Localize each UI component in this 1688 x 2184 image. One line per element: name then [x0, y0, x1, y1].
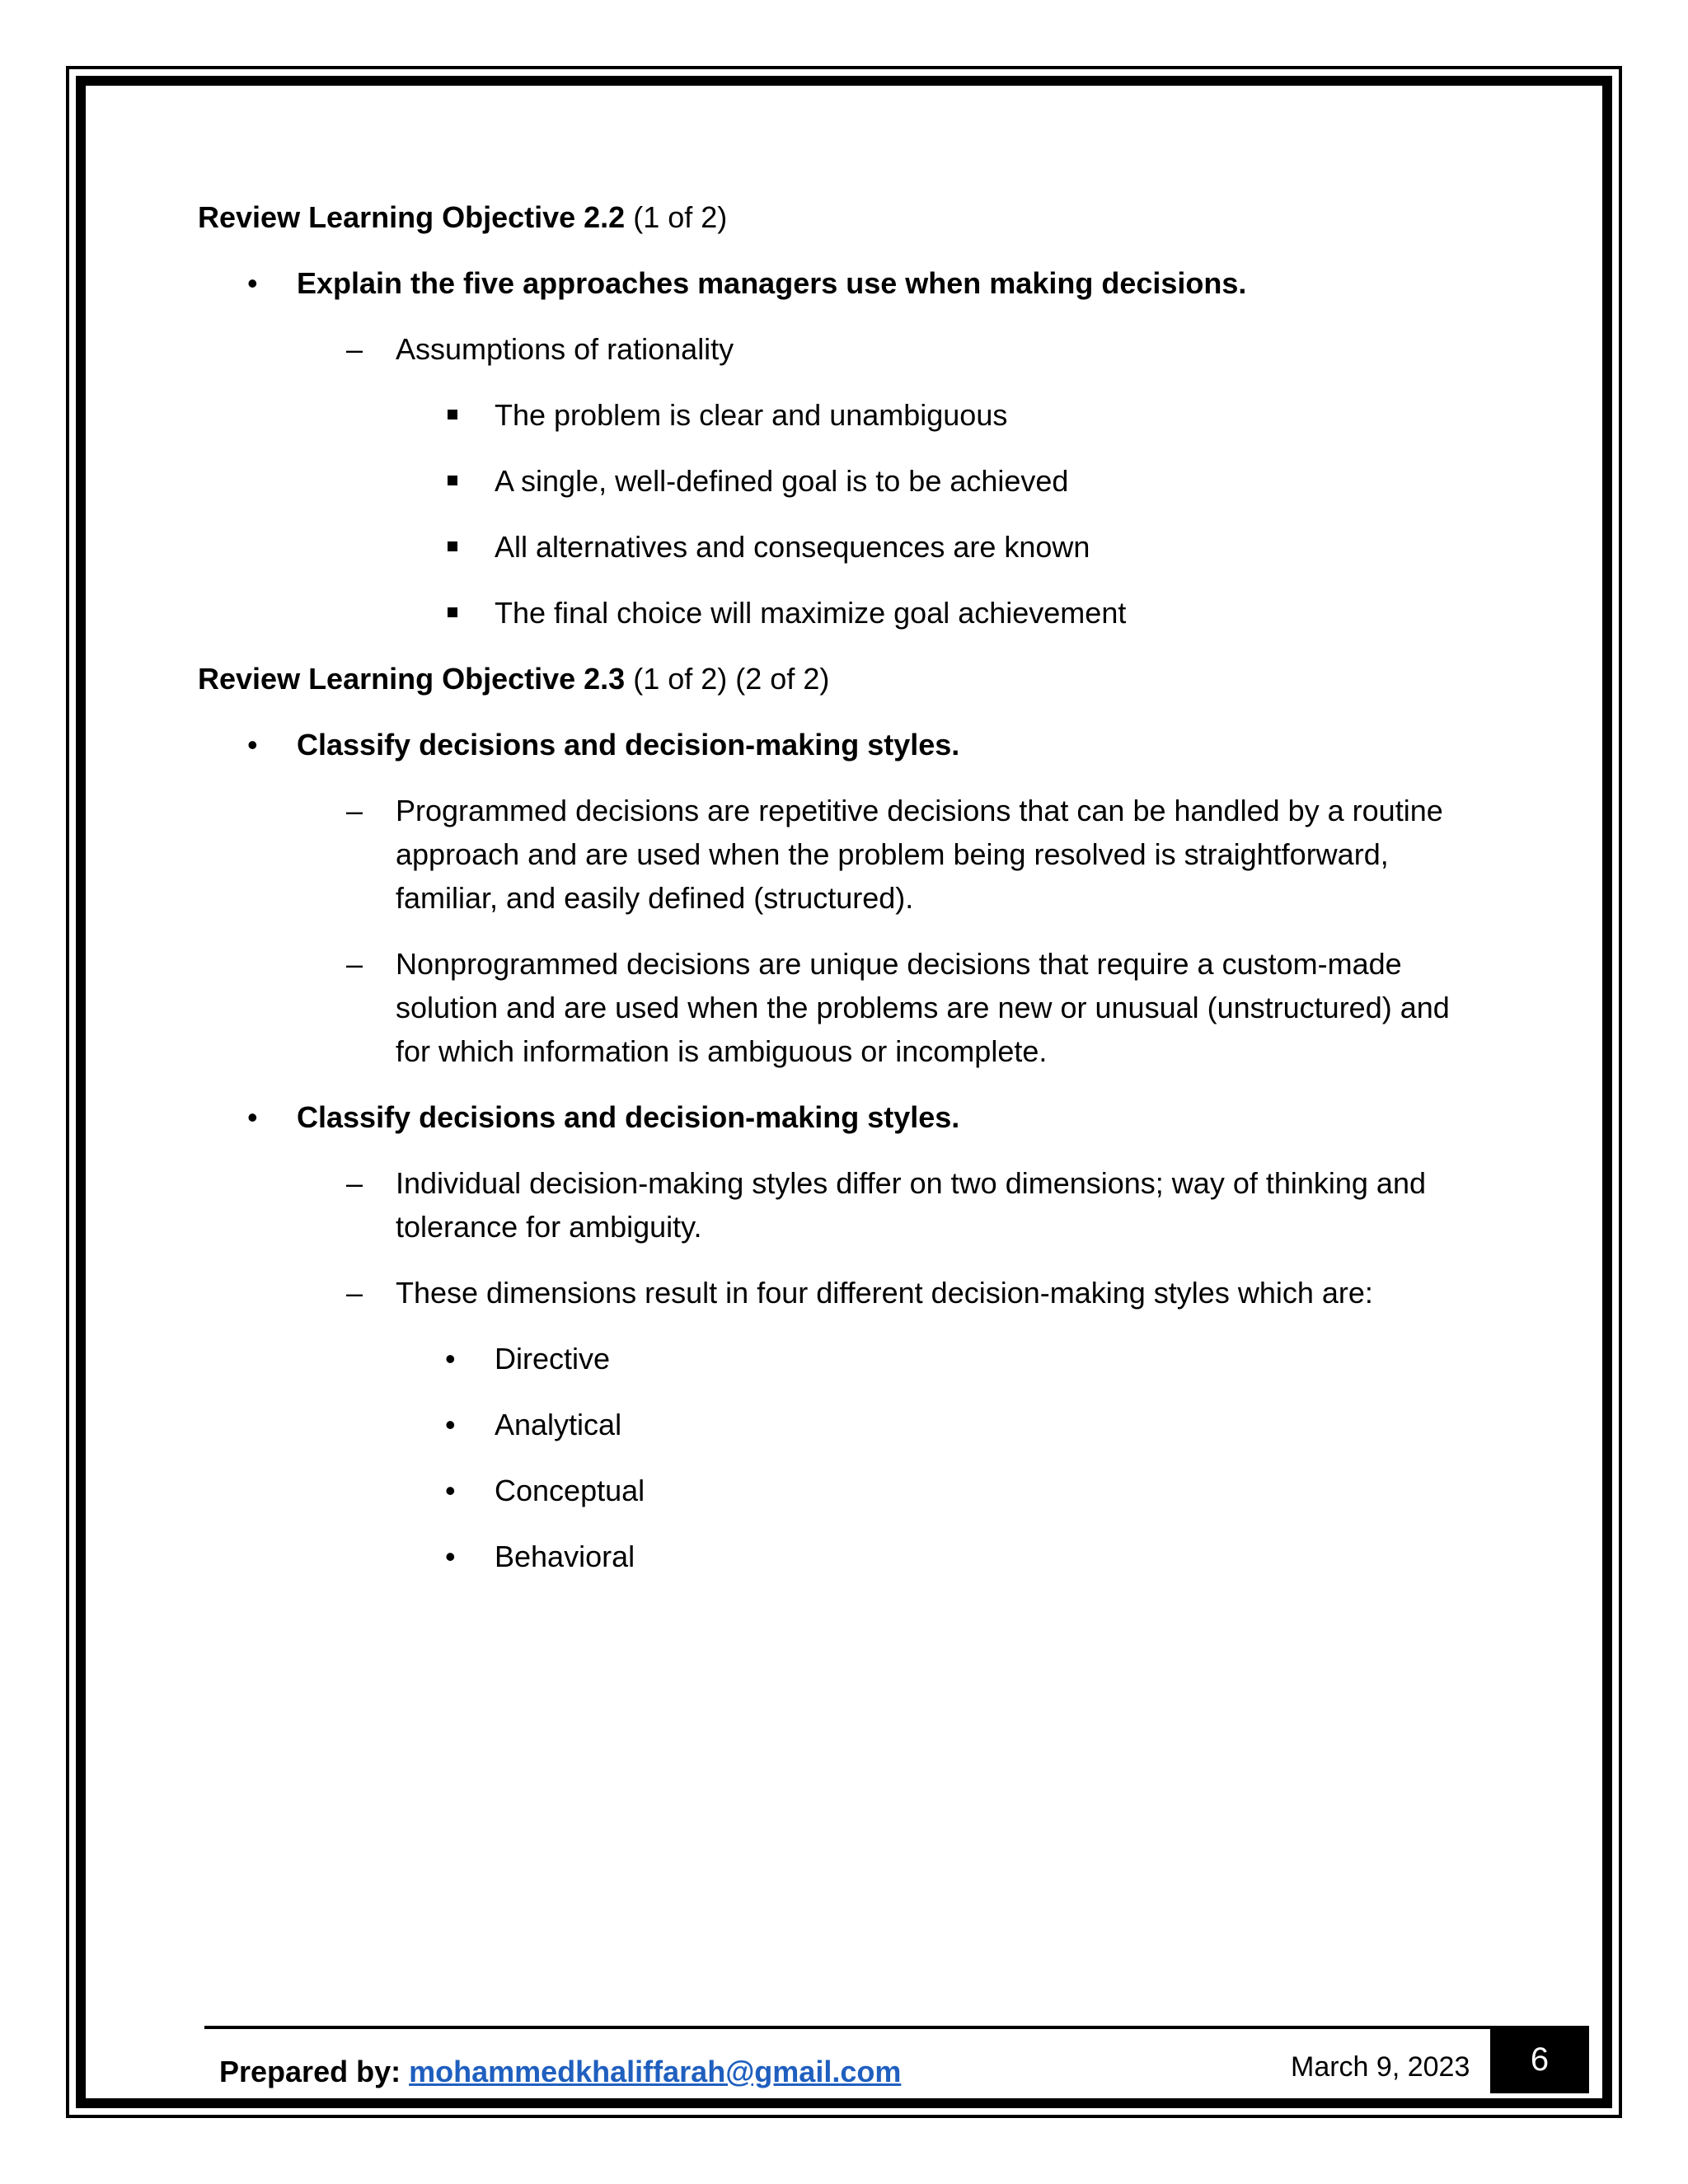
dash-marker: – — [346, 947, 363, 981]
lo23-bullet1: Classify decisions and decision-making styles. — [297, 728, 960, 762]
lo23-bullet2: Classify decisions and decision-making styles. — [297, 1100, 960, 1134]
nonprogrammed-line-3: for which information is ambiguous or incomplete. — [396, 1034, 1048, 1068]
bullet-dot: • — [247, 1100, 258, 1134]
nonprogrammed-line-2: solution and are used when the problems are new or unusual (unstructured) and — [396, 991, 1450, 1024]
programmed-line-3: familiar, and easily defined (structured). — [396, 881, 914, 915]
lo22-heading — [198, 196, 727, 239]
style-item: Conceptual — [495, 1474, 645, 1507]
lo22-title: Review Learning Objective 2.2 — [198, 200, 626, 234]
square-bullet — [448, 410, 457, 419]
prepared-label: Prepared by: — [219, 2055, 401, 2088]
lo23-heading — [198, 658, 829, 701]
dash-marker: – — [346, 794, 363, 827]
footer-rule — [204, 2026, 1582, 2029]
dash-marker: – — [346, 332, 363, 366]
bullet-dot: • — [445, 1342, 456, 1376]
bullet-dot: • — [445, 1474, 456, 1507]
lo22-item: A single, well-defined goal is to be achieved — [495, 464, 1069, 498]
author-email-link[interactable]: mohammedkhaliffarah@gmail.com — [409, 2055, 902, 2088]
style-item: Directive — [495, 1342, 611, 1376]
square-bullet — [448, 541, 457, 551]
bullet-dot: • — [247, 728, 258, 762]
square-bullet — [448, 607, 457, 617]
nonprogrammed-line-1: Nonprogrammed decisions are unique decisions that require a custom-made — [396, 947, 1402, 981]
bullet-dot: • — [445, 1408, 456, 1441]
lo22-item: The final choice will maximize goal achievement — [495, 596, 1127, 630]
lo22-part: (1 of 2) — [633, 200, 728, 234]
bullet-dot: • — [445, 1540, 456, 1573]
lo22-item: All alternatives and consequences are known — [495, 530, 1090, 564]
footer-date: March 9, 2023 — [1291, 2051, 1470, 2083]
dash-marker: – — [346, 1166, 363, 1200]
styles-line-2: tolerance for ambiguity. — [396, 1210, 702, 1244]
lo22-sub: Assumptions of rationality — [396, 332, 734, 366]
dash-marker: – — [346, 1276, 363, 1310]
style-item: Analytical — [495, 1408, 622, 1441]
lo23-title: Review Learning Objective 2.3 — [198, 662, 626, 696]
footer-prepared-by — [219, 2050, 901, 2093]
programmed-line-1: Programmed decisions are repetitive decisions that can be handled by a routine — [396, 794, 1443, 827]
styles-line-1: Individual decision-making styles differ on two dimensions; way of thinking and — [396, 1166, 1426, 1200]
square-bullet — [448, 476, 457, 485]
bullet-dot: • — [247, 266, 258, 300]
lo23-part2: (2 of 2) — [735, 662, 830, 696]
lo23-part1: (1 of 2) — [633, 662, 728, 696]
style-item: Behavioral — [495, 1540, 635, 1573]
programmed-line-2: approach and are used when the problem being resolved is straightforward, — [396, 837, 1389, 871]
lo22-bullet: Explain the five approaches managers use when making decisions. — [297, 266, 1247, 300]
page-border-inner — [76, 76, 1612, 2108]
page-number: 6 — [1490, 2026, 1589, 2093]
dimensions-line: These dimensions result in four different decision-making styles which are: — [396, 1276, 1373, 1310]
lo22-item: The problem is clear and unambiguous — [495, 398, 1008, 432]
